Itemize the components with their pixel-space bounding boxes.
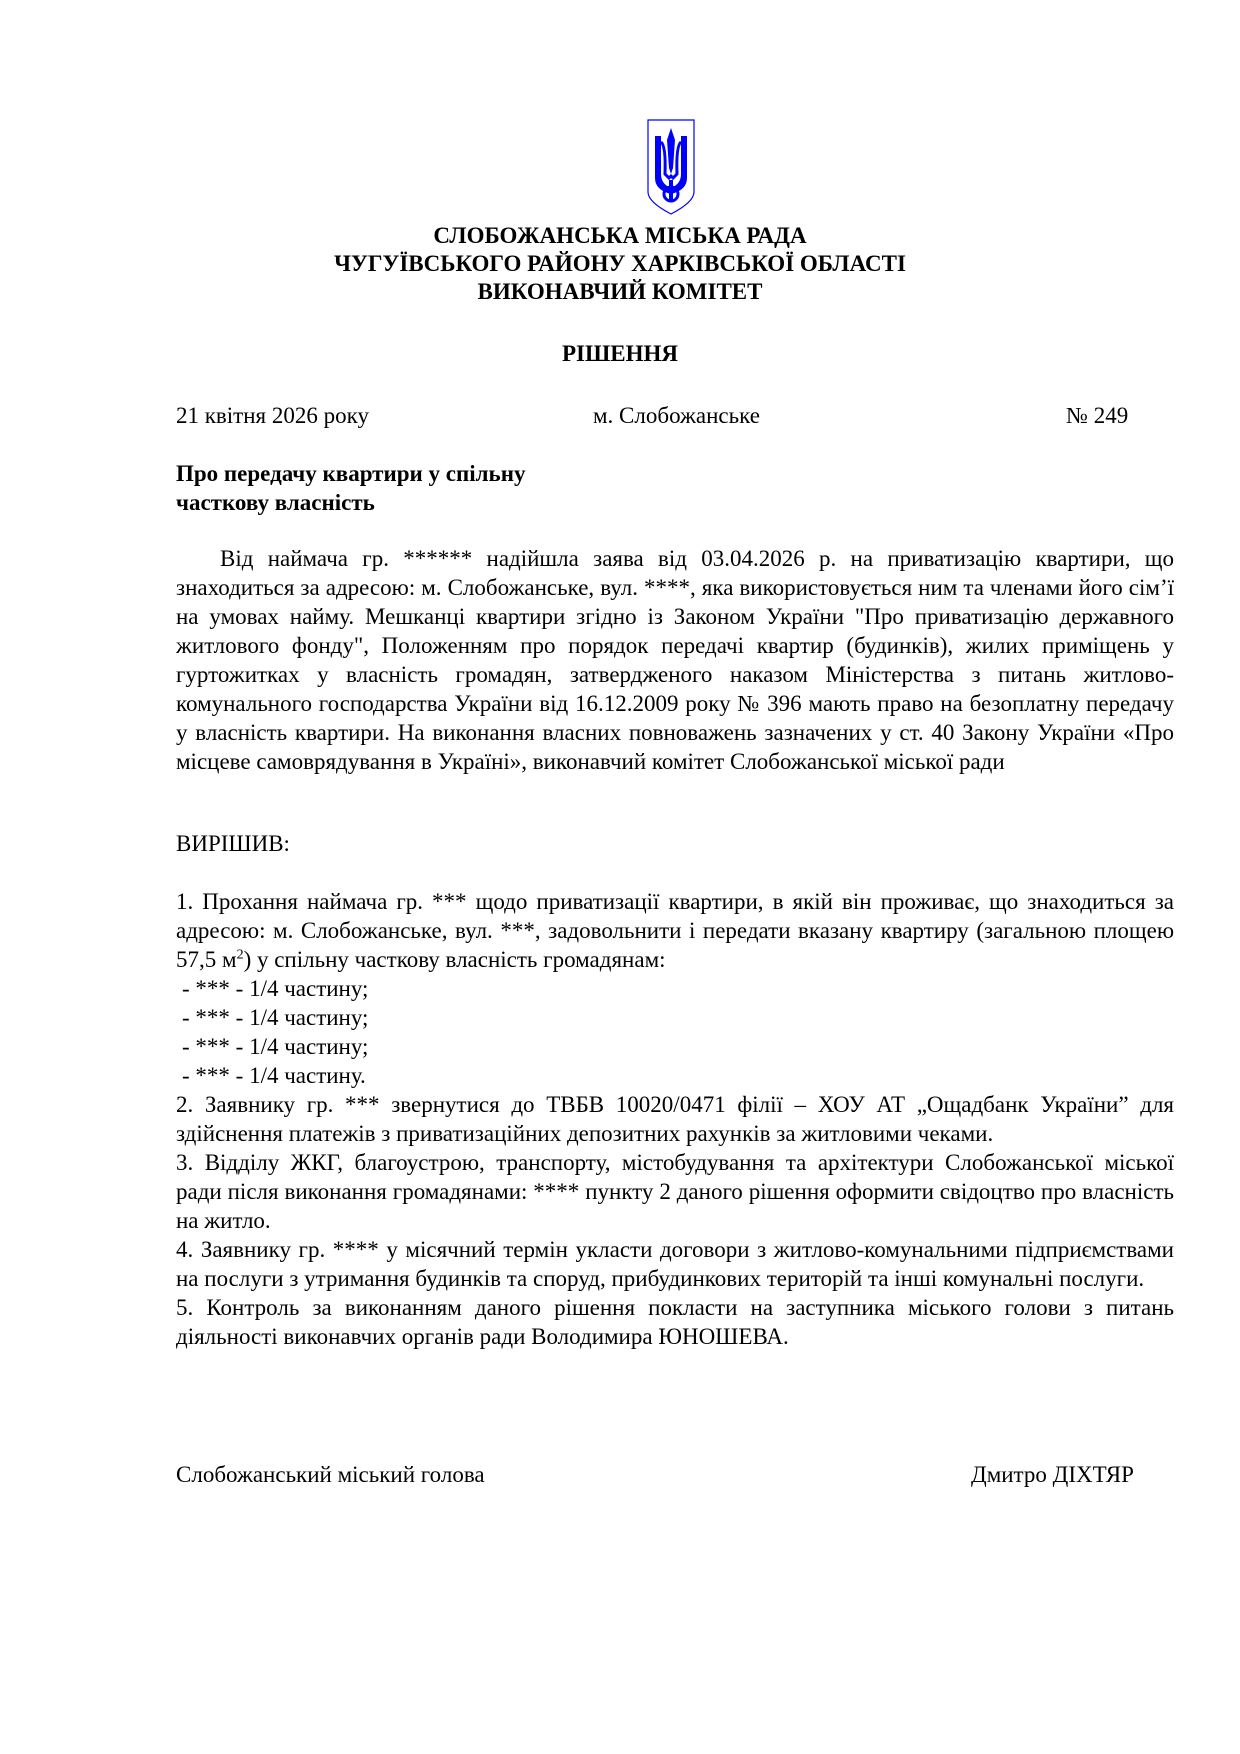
preamble-paragraph: Від наймача гр. ****** надійшла заява від 03.04.2026 р. на приватизацію квартири, що знаходиться за адресою: м. Слобожанське, вул. ****, яка використовується ним та членами його сім’ї на умовах найму. Мешканці квартири згідно із Законом України "Про приватизацію державного житлового фонду", Положенням про порядок передачі квартир (будинків), жилих приміщень у гуртожитках у власність громадян, затвердженого наказом Міністерства з питань житлово-комунального господарства України від 16.12.2009 року № 396 мають право на безоплатну передачу у власність квартири. На виконання власних повноважень зазначених у ст. 40 Закону України «Про місцеве самоврядування в Україні», виконавчий комітет Слобожанської міської ради: [176, 546, 1174, 774]
decision-item-4: 4. Заявнику гр. **** у місячний термін укласти договори з житлово-комунальними підприємствами на послуги з утримання будинків та споруд, прибудинкових територій та інші комунальні послуги.: [176, 1237, 1174, 1291]
decision-item-5: 5. Контроль за виконанням даного рішення покласти на заступника міського голови з питань діяльності виконавчих органів ради Володимира ЮНОШЕВА.: [176, 1295, 1174, 1349]
share-item: - *** - 1/4 частину;: [182, 1034, 369, 1059]
subject-line-1: Про передачу квартири у спільну: [176, 461, 526, 486]
decision-subject: [176, 459, 525, 517]
share-item: - *** - 1/4 частину;: [182, 1005, 369, 1030]
header-line-council: СЛОБОЖАНСЬКА МІСЬКА РАДА: [433, 223, 807, 248]
decision-item-3: 3. Відділу ЖКГ, благоустрою, транспорту, містобудування та архітектури Слобожанської міської ради після виконання громадянами: **** пункту 2 даного рішення оформити свідоцтво про власність на житло.: [176, 1150, 1174, 1233]
decision-date: 21 квітня 2026 року: [176, 403, 369, 428]
header-line-committee: ВИКОНАВЧИЙ КОМІТЕТ: [477, 279, 763, 304]
coat-of-arms-icon: [646, 118, 696, 216]
decision-item-1: 1. Прохання наймача гр. *** щодо приватизації квартири, в якій він проживає, що знаходиться за адресою: м. Слобожанське, вул. ***, задовольнити і передати вказану квартиру (загальною площею 57,5 $м^2$) у спільну часткову власність громадянам:: [176, 889, 1174, 972]
header-line-district: ЧУГУЇВСЬКОГО РАЙОНУ ХАРКІВСЬКОЇ ОБЛАСТІ: [334, 251, 906, 276]
share-item: - *** - 1/4 частину;: [182, 976, 369, 1001]
document-title: РІШЕННЯ: [562, 341, 678, 366]
share-item: - *** - 1/4 частину.: [182, 1063, 366, 1088]
signatory-name: Дмитро ДІХТЯР: [971, 1462, 1134, 1487]
council-header: [0, 222, 1240, 306]
resolved-label: ВИРІШИВ:: [176, 831, 290, 856]
subject-line-2: часткову власність: [176, 490, 375, 515]
decision-items: [176, 887, 1174, 1351]
signatory-title: Слобожанський міський голова: [176, 1462, 485, 1487]
decision-item-2: 2. Заявнику гр. *** звернутися до ТВБВ 10020/0471 філії – ХОУ АТ „Ощадбанк України” для здійснення платежів з приватизаційних депозитних рахунків за житловими чеками.: [176, 1092, 1174, 1146]
decision-number: № 249: [1066, 403, 1129, 428]
decision-city: м. Слобожанське: [593, 403, 760, 428]
